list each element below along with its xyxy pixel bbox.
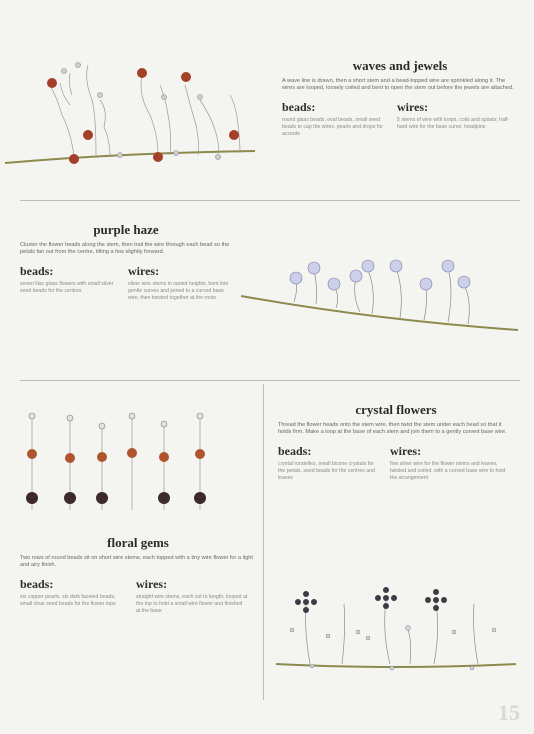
beads-heading: beads: — [282, 99, 316, 114]
waves-and-jewels-illustration — [0, 55, 265, 185]
beads-heading: beads: — [20, 576, 54, 591]
section-description: Thread the flower heads onto the stem wire, then twist the stem under each head so that it holds firm. Make a loop at the base of each stem and join them to a gently curved base wire. — [278, 422, 507, 436]
wires-list: 5 stems of wire with loops, coils and spirals; half-hard wire for the base curve; headpins — [397, 116, 510, 130]
section-title: waves and jewels — [352, 58, 448, 73]
crystal-flowers-illustration — [272, 580, 522, 680]
beads-list: six copper pearls, six dark faceted beads, small clear seed beads for the flower tops — [20, 593, 116, 607]
wires-heading: wires: — [390, 443, 422, 458]
wires-heading: wires: — [136, 576, 168, 591]
section-title: crystal flowers — [355, 402, 437, 417]
divider — [20, 380, 520, 381]
beads-list: round glass beads, oval beads, small seed beads to cap the wires, pearls and drops for accents — [282, 116, 383, 137]
page-number: 15 — [498, 700, 520, 725]
section-description: Two rows of round beads sit on short wire stems, each topped with a tiny wire flower for a light and airy finish. — [20, 555, 253, 569]
section-description: Cluster the flower heads along the stem, then trail the wire through each bead so the petals fan out from the centre, tilting a few slightly forward. — [20, 242, 230, 256]
divider — [20, 200, 520, 201]
waves-and-jewels-section — [282, 58, 518, 138]
floral-gems-section — [20, 535, 256, 615]
section-description: A wave line is drawn, then a short stem and a bead-topped wire are sprinkled along it. The wires are looped, loosely coiled and bent to open the stem out before the jewels are attached. — [282, 78, 514, 92]
section-title: floral gems — [107, 535, 169, 550]
purple-haze-illustration — [236, 250, 526, 350]
beads-list: crystal rondelles, small bicone crystals for the petals, seed beads for the centres and leaves — [278, 460, 375, 481]
column-divider — [263, 384, 264, 700]
crystal-flowers-section — [278, 402, 514, 482]
wires-heading: wires: — [397, 99, 429, 114]
purple-haze-section — [20, 222, 232, 302]
section-title: purple haze — [93, 222, 159, 237]
wires-heading: wires: — [128, 263, 160, 278]
beads-heading: beads: — [278, 443, 312, 458]
wires-list: silver wire stems in varied heights, bent into gentle curves and joined to a curved base wire, then twisted together at the roots — [128, 280, 229, 301]
wires-list: fine silver wire for the flower stems and leaves, twisted and coiled, with a curved base wire to hold the arrangement — [390, 460, 506, 481]
wires-list: straight wire stems, each cut to length, looped at the top to hold a small wire flower and finished at the base — [136, 593, 248, 614]
floral-gems-illustration — [14, 400, 254, 520]
beads-heading: beads: — [20, 263, 54, 278]
beads-list: seven lilac glass flowers with small silver seed beads for the centres — [20, 280, 114, 294]
